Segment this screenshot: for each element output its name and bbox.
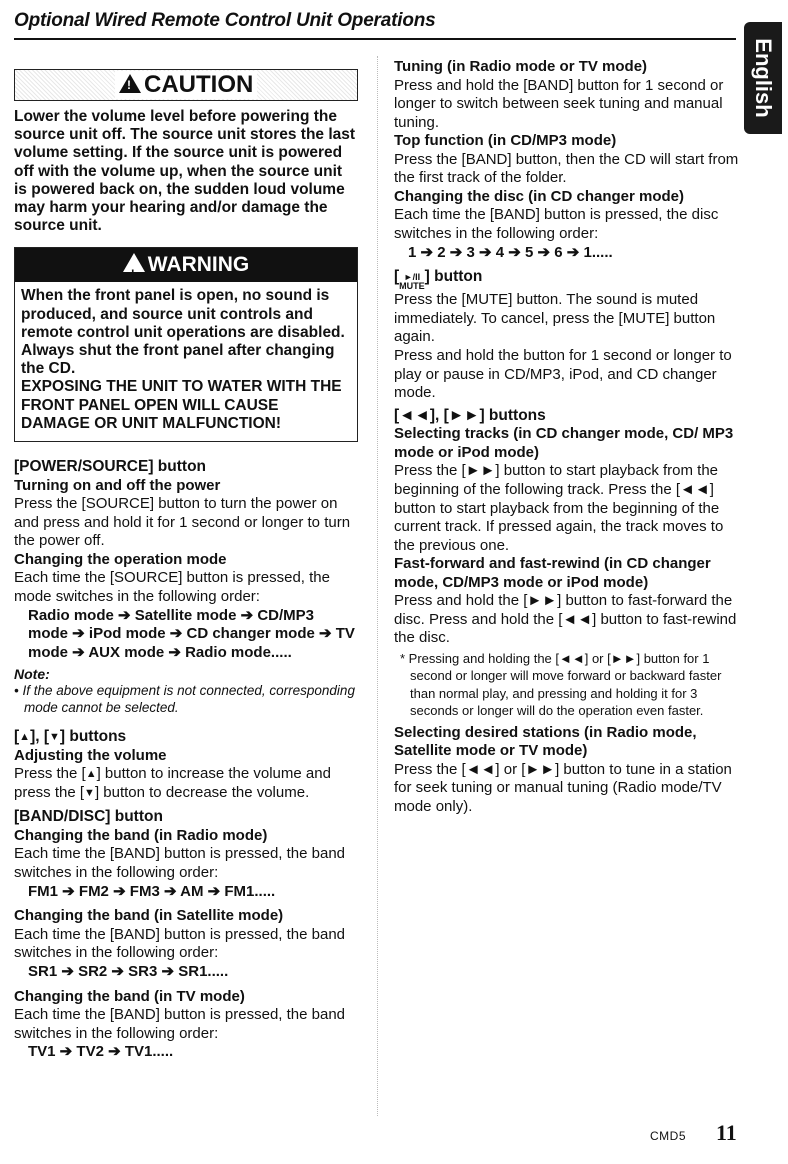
tuning-paragraph: Press and hold the [BAND] button for 1 second or longer to switch between seek tuning and manual tuning.	[394, 76, 724, 131]
footer-model: CMD5	[650, 1129, 687, 1143]
mute-paragraph-1: Press the [MUTE] button. The sound is muted immediately. To cancel, press the [MUTE] button again.	[394, 291, 716, 346]
header-rule	[14, 38, 736, 40]
warning-text	[15, 282, 357, 441]
volume-text-c: ] button to decrease the volume.	[94, 783, 310, 801]
disc-paragraph: Each time the [BAND] button is pressed, the disc switches in the following order:	[394, 206, 719, 243]
band-satellite-subheading: Changing the band (in Satellite mode)	[14, 907, 284, 925]
mute-heading-text: ] button	[424, 268, 483, 286]
power-paragraph: Press the [SOURCE] button to turn the power on and press and hold it for 1 second or longer to turn the power off.	[14, 495, 351, 550]
mode-sequence: Radio mode ➔ Satellite mode ➔ CD/MP3 mode ➔ iPod mode ➔ CD changer mode ➔ TV mode ➔ AUX mode ➔ Radio mode.....	[28, 606, 355, 661]
band-radio-paragraph: Each time the [BAND] button is pressed, the band switches in the following order:	[14, 845, 346, 882]
note-label: Note:	[14, 666, 50, 683]
volume-heading-text: ] buttons	[59, 728, 127, 746]
right-column	[394, 58, 742, 816]
ff-footnote: * Pressing and holding the [◄◄] or [►►] button for 1 second or longer will move forward or backward faster than normal play, and pressing and holding it for 3 seconds or longer will do the operation even faster.	[400, 651, 722, 719]
page-title: Optional Wired Remote Control Unit Operations	[14, 10, 436, 31]
column-divider	[377, 56, 378, 1116]
play-pause-mute-icon	[399, 273, 425, 291]
band-satellite-paragraph: Each time the [BAND] button is pressed, the band switches in the following order:	[14, 925, 346, 962]
top-function-subheading: Top function (in CD/MP3 mode)	[394, 132, 617, 150]
disc-sequence: 1 ➔ 2 ➔ 3 ➔ 4 ➔ 5 ➔ 6 ➔ 1.....	[408, 243, 613, 261]
band-tv-subheading: Changing the band (in TV mode)	[14, 987, 245, 1005]
band-radio-subheading: Changing the band (in Radio mode)	[14, 826, 268, 844]
warning-text-1: When the front panel is open, no sound is produced, and source unit controls and remote control unit operations are disabled. Always shut the front panel after changing the CD.	[21, 287, 345, 378]
volume-subheading: Adjusting the volume	[14, 746, 167, 764]
track-subheading: Selecting tracks (in CD changer mode, CD/ MP3 mode or iPod mode)	[394, 425, 734, 461]
track-buttons-heading: [◄◄], [►►] buttons	[394, 406, 546, 424]
mute-heading: [ ►/II MUTE ] button	[394, 268, 483, 292]
play-pause-symbol: ►/II	[403, 272, 421, 283]
mute-symbol-label: MUTE	[399, 281, 425, 292]
mute-paragraph-2: Press and hold the button for 1 second or longer to play or pause in CD/MP3, iPod, and CD changer mode.	[394, 347, 732, 402]
warning-heading	[15, 248, 357, 282]
power-subheading: Turning on and off the power	[14, 476, 221, 494]
warning-title: WARNING	[147, 253, 250, 277]
note-text: • If the above equipment is not connected, corresponding mode cannot be selected.	[14, 683, 355, 716]
volume-text-b: ] button to increase the volume and press the [	[14, 765, 331, 801]
language-tab	[744, 22, 782, 134]
caution-box	[14, 69, 358, 101]
caution-title: CAUTION	[144, 71, 254, 98]
disc-subheading: Changing the disc (in CD changer mode)	[394, 187, 685, 205]
caution-text: Lower the volume level before powering the source unit off. The source unit stores the last volume setting. If the source unit is powered off with the volume up, when the source unit is powered back on, the sudden loud volume may harm your hearing and/or damage the source unit.	[14, 108, 356, 235]
tuning-subheading: Tuning (in Radio mode or TV mode)	[394, 58, 648, 75]
left-column	[14, 58, 358, 1062]
band-radio-sequence: FM1 ➔ FM2 ➔ FM3 ➔ AM ➔ FM1.....	[28, 882, 276, 900]
band-tv-paragraph: Each time the [BAND] button is pressed, the band switches in the following order:	[14, 1006, 346, 1042]
volume-heading: [▲], [▼] buttons	[14, 728, 127, 746]
ff-paragraph: Press and hold the [►►] button to fast-forward the disc. Press and hold the [◄◄] button to fast-rewind the disc.	[394, 592, 737, 647]
warning-box	[14, 247, 358, 442]
warning-icon	[123, 253, 145, 272]
station-paragraph: Press the [◄◄] or [►►] button to tune in a station for seek tuning or manual tuning (Radio mode/TV mode only).	[394, 760, 732, 815]
volume-paragraph	[14, 765, 358, 802]
band-tv-sequence: TV1 ➔ TV2 ➔ TV1.....	[28, 1043, 174, 1061]
power-source-heading: [POWER/SOURCE] button	[14, 458, 207, 476]
operation-mode-subheading: Changing the operation mode	[14, 550, 227, 568]
warning-text-2: EXPOSING THE UNIT TO WATER WITH THE FRONT PANEL OPEN WILL CAUSE DAMAGE OR UNIT MALFUNCTION!	[21, 378, 342, 432]
volume-up-icon: ▲	[19, 731, 31, 744]
caution-icon	[119, 74, 141, 93]
volume-down-icon: ▼	[49, 731, 60, 744]
station-subheading: Selecting desired stations (in Radio mode, Satellite mode or TV mode)	[394, 723, 697, 760]
track-paragraph: Press the [►►] button to start playback from the beginning of the following track. Press the [◄◄] button to start playback from the beginning of the current track. If pressed again, the track moves to the previous one.	[394, 462, 724, 554]
volume-text-a: Press the [	[14, 765, 86, 783]
band-disc-heading: [BAND/DISC] button	[14, 808, 163, 826]
top-function-paragraph: Press the [BAND] button, then the CD will start from the first track of the folder.	[394, 150, 739, 187]
caution-heading	[115, 71, 257, 99]
volume-up-icon-inline: ▲	[85, 768, 97, 781]
page-number: 11	[716, 1120, 737, 1145]
band-satellite-sequence: SR1 ➔ SR2 ➔ SR3 ➔ SR1.....	[28, 962, 229, 980]
operation-mode-paragraph: Each time the [SOURCE] button is pressed, the mode switches in the following order:	[14, 569, 330, 605]
language-tab-label: English	[751, 38, 776, 118]
ff-subheading: Fast-forward and fast-rewind (in CD changer mode, CD/MP3 mode or iPod mode)	[394, 555, 711, 591]
volume-down-icon-inline: ▼	[84, 786, 95, 799]
